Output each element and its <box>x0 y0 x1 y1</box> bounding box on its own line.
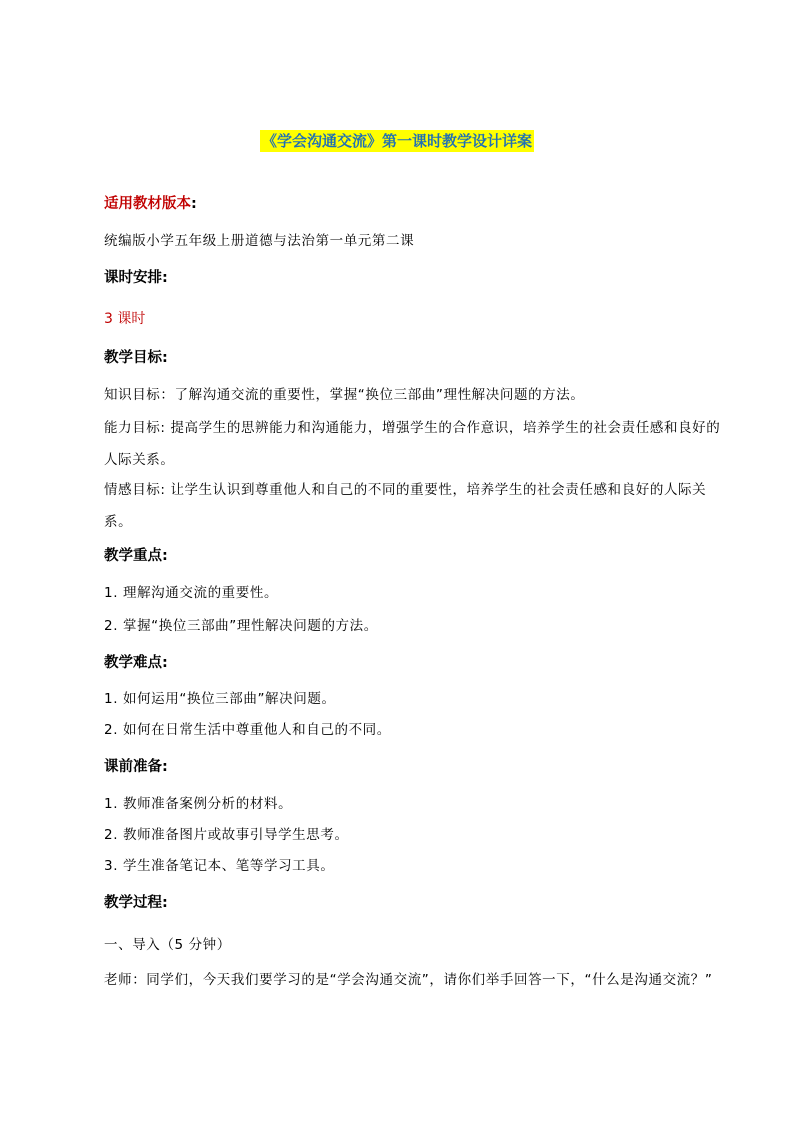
objective-knowledge: 知识目标：了解沟通交流的重要性，掌握“换位三部曲”理性解决问题的方法。 <box>104 387 585 403</box>
teacher-speech: 老师：同学们，今天我们要学习的是“学会沟通交流”，请你们举手回答一下，“什么是沟通交流？” <box>104 972 713 988</box>
objective-ability: 能力目标: 提高学生的思辨能力和沟通能力，增强学生的合作意识，培养学生的社会责任感和良好的人际关系。 <box>104 420 721 468</box>
process-step-intro: 一、导入（5 分钟） <box>104 937 231 953</box>
schedule-value: 3 课时 <box>104 311 146 327</box>
objective-emotion: 情感目标: 让学生认识到尊重他人和自己的不同的重要性，培养学生的社会责任感和良好的人际关系。 <box>104 482 707 530</box>
textbook-value: 统编版小学五年级上册道德与法治第一单元第二课 <box>104 233 415 249</box>
difficulties-heading: 教学难点: <box>104 655 168 671</box>
key-point-item: 1. 理解沟通交流的重要性。 <box>104 585 279 601</box>
preparation-heading: 课前准备: <box>104 759 168 775</box>
document-title: 《学会沟通交流》第一课时教学设计详案 <box>261 132 532 150</box>
textbook-heading <box>104 194 724 214</box>
title-row <box>0 130 794 152</box>
objectives-heading: 教学目标: <box>104 350 168 366</box>
preparation-item: 2. 教师准备图片或故事引导学生思考。 <box>104 827 349 843</box>
preparation-item: 1. 教师准备案例分析的材料。 <box>104 796 293 812</box>
difficulty-item: 1. 如何运用“换位三部曲”解决问题。 <box>104 691 336 707</box>
schedule-heading: 课时安排: <box>104 270 168 286</box>
key-points-heading: 教学重点: <box>104 548 168 564</box>
textbook-colon: : <box>191 196 197 212</box>
process-heading: 教学过程: <box>104 895 168 911</box>
preparation-item: 3. 学生准备笔记本、笔等学习工具。 <box>104 858 335 874</box>
difficulty-item: 2. 如何在日常生活中尊重他人和自己的不同。 <box>104 722 391 738</box>
key-point-item: 2. 掌握“换位三部曲”理性解决问题的方法。 <box>104 618 378 634</box>
textbook-label: 适用教材版本 <box>104 196 191 212</box>
